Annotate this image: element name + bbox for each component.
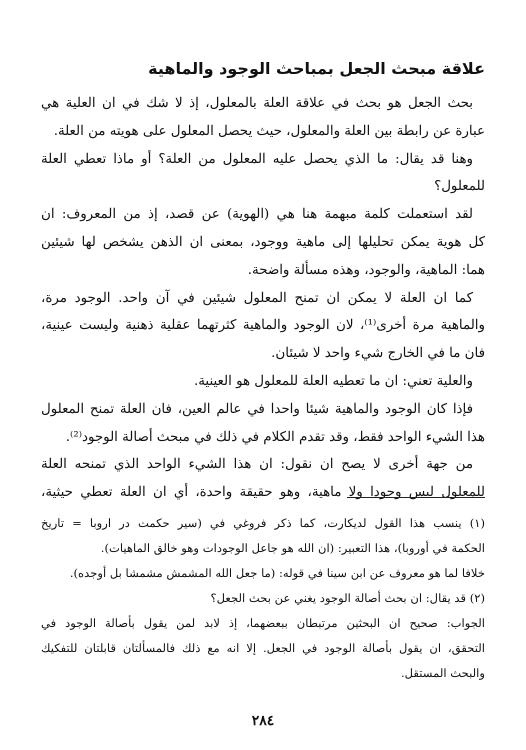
body-line: كل هوية يمكن تحليلها إلى ماهية ووجود، بمعنى ان الذهن يشخص لها شيئين [41,234,485,250]
footnote-line: (١) ينسب هذا القول لديكارت، كما ذكر فروغي في (سير حكمت در اروبا = تاريخ [41,516,485,530]
section-heading: علاقة مبحث الجعل بمباحث الوجود والماهية [148,59,485,78]
body-line: والعلية تعني: ان ما تعطيه العلة للمعلول هو العينية. [194,373,473,389]
body-line: هما: الماهية، والوجود، وهذه مسألة واضحة. [247,262,485,278]
body-line: وهنا قد يقال: ما الذي يحصل عليه المعلول من العلة؟ أو ماذا تعطي العلة [41,151,473,167]
body-line: كما ان العلة لا يمكن ان تمنح المعلول شيئين في آن واحد. الوجود مرة، [41,290,473,306]
body-line: والماهية مرة أخرى⁽¹⁾، لان الوجود والماهية كثرتهما عقلية ذهنية وليست عينية، [41,318,485,334]
footnotes [41,511,485,686]
body-line: بحث الجعل هو بحث في علاقة العلة بالمعلول، إذ لا شك في ان العلية هي [41,96,473,111]
footnote-line: (٢) قد يقال: ان بحث أصالة الوجود يغني عن بحث الجعل؟ [210,591,485,605]
body-line: فإذا كان الوجود والماهية شيئا واحدا في عالم العين، فان العلة تمنح المعلول [41,401,473,417]
body-line: عبارة عن رابطة بين العلة والمعلول، حيث يحصل المعلول على هويته من العلة. [53,123,485,139]
footnote-line: التحقق، ان يقول بأصالة الوجود في الجعل. إلا انه مع ذلك فالمسألتان قابلتان للتفكيك [41,641,485,655]
page-number: ٢٨٤ [251,713,275,729]
body-text [41,90,485,507]
body-line: من جهة أخرى لا يصح ان نقول: ان هذا الشيء الواحد الذي تمنحه العلة [41,457,473,473]
body-line: فان ما في الخارج شيء واحد لا شيئان. [271,346,485,362]
body-line: هذا الشيء الواحد فقط، وقد تقدم الكلام في ذلك في مبحث أصالة الوجود⁽²⁾. [65,429,485,445]
footnote-line: الجواب: صحيح ان البحثين مرتبطان ببعضهما، إذ لابد لمن يقول بأصالة الوجود في [41,616,485,630]
body-line: لقد استعملت كلمة مبهمة هنا هي (الهوية) عن قصد، إذ من المعروف: ان [41,207,473,223]
footnote-line: الحكمة في أوروبا)، هذا التعبير: (ان الله هو جاعل الوجودات وهو خالق الماهيات). [100,541,485,555]
footnote-line: خلافا لما هو معروف عن ابن سينا في قوله: (ما جعل الله المشمش مشمشا بل أوجده). [69,566,485,580]
body-line: للمعلول؟ [434,179,485,195]
body-line: للمعلول ليس وجودا ولا ماهية، وهو حقيقة واحدة، أي ان العلة تعطي حيثية، [41,485,485,501]
footnote-line: والبحث المستقل. [400,666,485,680]
footnote-separator [347,497,485,498]
